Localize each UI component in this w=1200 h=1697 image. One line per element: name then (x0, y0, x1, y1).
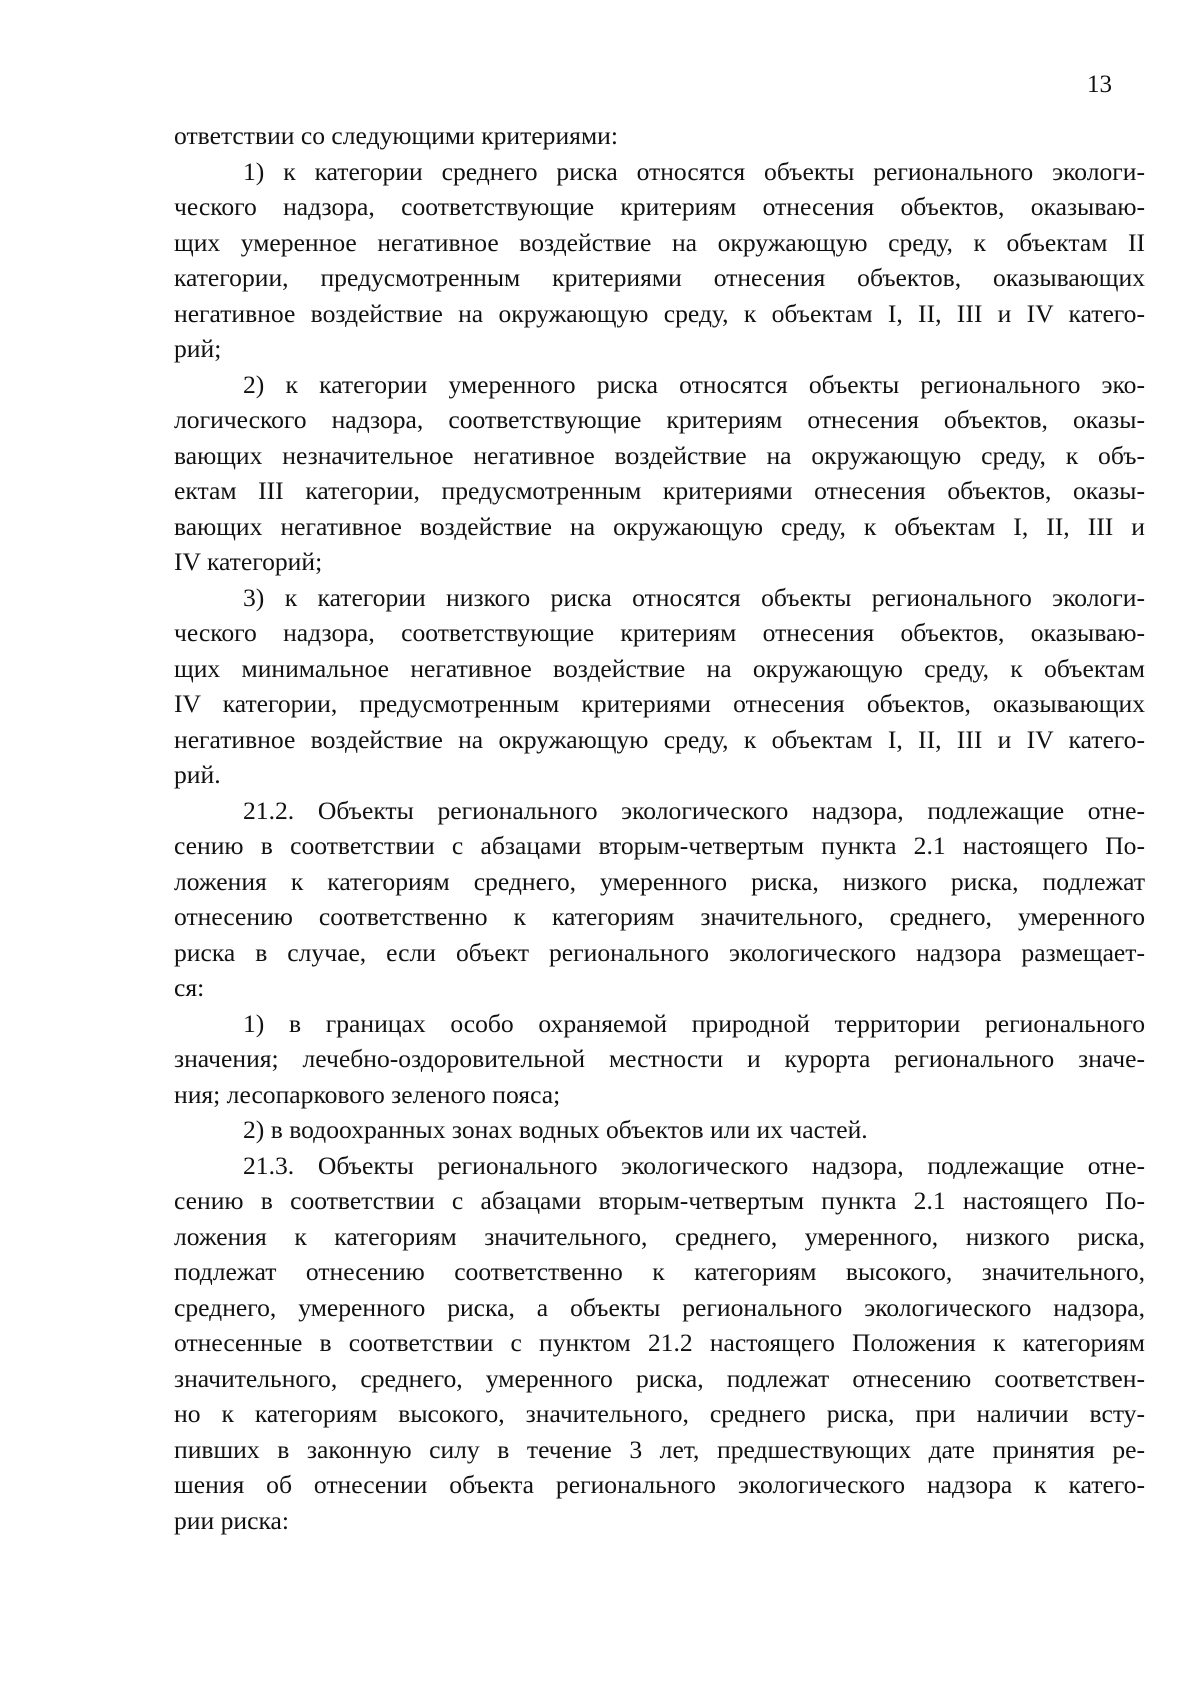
text-line: сению в соответствии с абзацами вторым-четвертым пункта 2.1 настоящего По- (174, 1186, 1145, 1215)
text-line: рии риска: (174, 1505, 289, 1535)
text-line: 21.2. Объекты регионального экологического надзора, подлежащие отне- (243, 795, 1145, 825)
text-line: значения; лечебно-оздоровительной местности и курорта регионального значе- (174, 1044, 1145, 1073)
text-line: среднего, умеренного риска, а объекты регионального экологического надзора, (174, 1292, 1145, 1322)
text-line: 1) к категории среднего риска относятся объекты регионального экологи- (243, 156, 1145, 186)
text-line: ложения к категориям среднего, умеренного риска, низкого риска, подлежат (174, 866, 1145, 896)
text-line: рий; (174, 334, 222, 363)
text-line: 2) в водоохранных зонах водных объектов или их частей. (243, 1115, 868, 1144)
document-body (174, 118, 1145, 1538)
text-line: ния; лесопаркового зеленого пояса; (174, 1079, 561, 1109)
text-line: отнесенные в соответствии с пунктом 21.2 настоящего Положения к категориям (174, 1328, 1145, 1357)
text-line: ческого надзора, соответствующие критериям отнесения объектов, оказываю- (174, 618, 1145, 647)
text-line: ся: (174, 973, 205, 1002)
text-line: ектам III категории, предусмотренным критериями отнесения объектов, оказы- (174, 476, 1145, 505)
text-line: пивших в законную силу в течение 3 лет, предшествующих дате принятия ре- (174, 1434, 1145, 1464)
text-line: 3) к категории низкого риска относятся объекты регионального экологи- (243, 582, 1145, 612)
text-line: щих минимальное негативное воздействие на окружающую среду, к объектам (174, 653, 1145, 683)
text-line: сению в соответствии с абзацами вторым-четвертым пункта 2.1 настоящего По- (174, 831, 1145, 860)
text-line: отнесению соответственно к категориям значительного, среднего, умеренного (174, 902, 1145, 931)
text-line: ответствии со следующими критериями: (174, 121, 618, 150)
text-line: значительного, среднего, умеренного риска, подлежат отнесению соответствен- (174, 1363, 1145, 1393)
text-line: категории, предусмотренным критериями отнесения объектов, оказывающих (174, 263, 1145, 292)
text-line: логического надзора, соответствующие критериям отнесения объектов, оказы- (174, 405, 1145, 434)
text-line: но к категориям высокого, значительного, среднего риска, при наличии всту- (174, 1399, 1145, 1428)
page-number: 13 (1087, 71, 1112, 98)
text-line: вающих незначительное негативное воздействие на окружающую среду, к объ- (174, 440, 1145, 470)
text-line: ложения к категориям значительного, среднего, умеренного, низкого риска, (174, 1221, 1145, 1251)
text-line: IV категории, предусмотренным критериями отнесения объектов, оказывающих (174, 689, 1145, 718)
text-line: негативное воздействие на окружающую среду, к объектам I, II, III и IV катего- (174, 724, 1145, 754)
text-line: рий. (174, 760, 221, 789)
text-line: ческого надзора, соответствующие критериям отнесения объектов, оказываю- (174, 192, 1145, 221)
text-line: негативное воздействие на окружающую среду, к объектам I, II, III и IV катего- (174, 298, 1145, 328)
text-line: щих умеренное негативное воздействие на окружающую среду, к объектам II (174, 227, 1145, 257)
text-line: вающих негативное воздействие на окружающую среду, к объектам I, II, III и (174, 511, 1145, 541)
text-line: 21.3. Объекты регионального экологического надзора, подлежащие отне- (243, 1150, 1145, 1180)
text-line: шения об отнесении объекта регионального экологического надзора к катего- (174, 1470, 1145, 1499)
text-line: IV категорий; (174, 547, 323, 576)
text-line: 1) в границах особо охраняемой природной территории регионального (243, 1008, 1145, 1038)
text-line: подлежат отнесению соответственно к категориям высокого, значительного, (174, 1257, 1145, 1286)
text-line: риска в случае, если объект регионального экологического надзора размещает- (174, 937, 1145, 967)
text-line: 2) к категории умеренного риска относятся объекты регионального эко- (243, 369, 1145, 399)
